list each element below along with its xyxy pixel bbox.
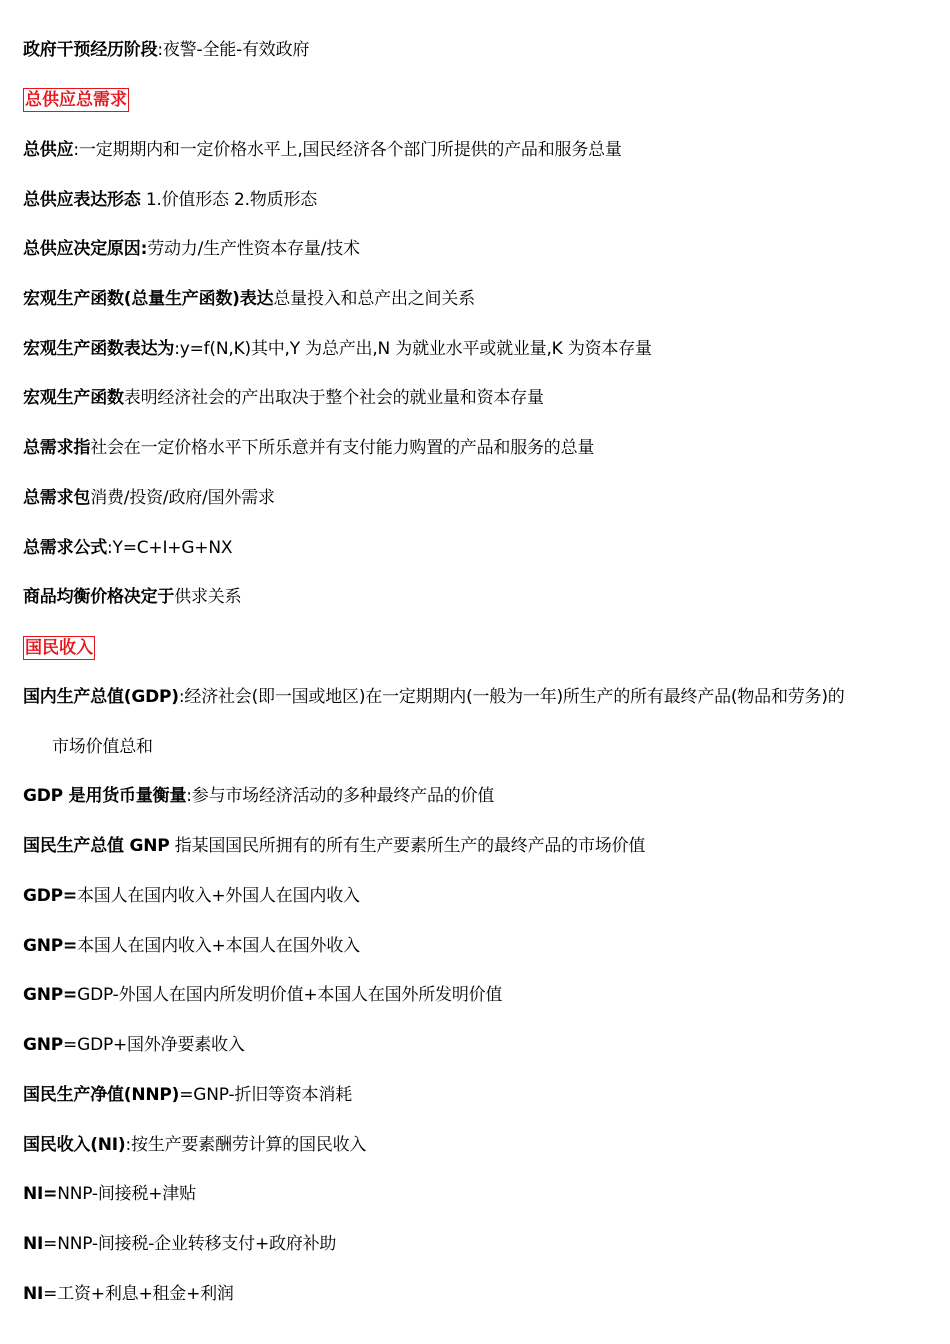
text-line-26: NI=工资+利息+租金+利润: [23, 1284, 234, 1304]
text-line-20: GNP=GDP-外国人在国内所发明价值+本国人在国外所发明价值: [23, 985, 503, 1005]
section-heading-aggregate-supply-demand: 总供应总需求: [25, 90, 127, 110]
text-line-9: 总需求指社会在一定价格水平下所乐意并有支付能力购置的产品和服务的总量: [23, 438, 595, 458]
text-line-24: NI=NNP-间接税+津贴: [23, 1184, 196, 1204]
text-line-17: 国民生产总值 GNP 指某国国民所拥有的所有生产要素所生产的最终产品的市场价值: [23, 836, 646, 856]
text-line-6: 宏观生产函数(总量生产函数)表达总量投入和总产出之间关系: [23, 289, 475, 309]
text-line-18: GDP=本国人在国内收入+外国人在国内收入: [23, 886, 360, 906]
section-heading-national-income: 国民收入: [25, 638, 93, 658]
text-line-19: GNP=本国人在国内收入+本国人在国外收入: [23, 936, 360, 956]
text-line-3: 总供应:一定期期内和一定价格水平上,国民经济各个部门所提供的产品和服务总量: [23, 140, 622, 160]
text-line-11: 总需求公式:Y=C+I+G+NX: [23, 538, 233, 558]
text-line-16: GDP 是用货币量衡量:参与市场经济活动的多种最终产品的价值: [23, 786, 495, 806]
text-line-22: 国民生产净值(NNP)=GNP-折旧等资本消耗: [23, 1085, 353, 1105]
text-line-8: 宏观生产函数表明经济社会的产出取决于整个社会的就业量和资本存量: [23, 388, 544, 408]
text-line-23: 国民收入(NI):按生产要素酬劳计算的国民收入: [23, 1135, 367, 1155]
text-line-21: GNP=GDP+国外净要素收入: [23, 1035, 245, 1055]
text-line-10: 总需求包消费/投资/政府/国外需求: [23, 488, 275, 508]
text-line-5: 总供应决定原因:劳动力/生产性资本存量/技术: [23, 239, 360, 259]
text-line-7: 宏观生产函数表达为:y=f(N,K)其中,Y 为总产出,N 为就业水平或就业量,K 为资本存量: [23, 339, 652, 359]
text-line-14: 国内生产总值(GDP):经济社会(即一国或地区)在一定期期内(一般为一年)所生产的所有最终产品(物品和劳务)的: [23, 687, 845, 707]
text-line-12: 商品均衡价格决定于供求关系: [23, 587, 242, 607]
text-line-4: 总供应表达形态 1.价值形态 2.物质形态: [23, 190, 318, 210]
text-line-25: NI=NNP-间接税-企业转移支付+政府补助: [23, 1234, 337, 1254]
text-line-15: 市场价值总和: [52, 737, 153, 757]
text-line-1: 政府干预经历阶段:夜警-全能-有效政府: [23, 40, 310, 60]
